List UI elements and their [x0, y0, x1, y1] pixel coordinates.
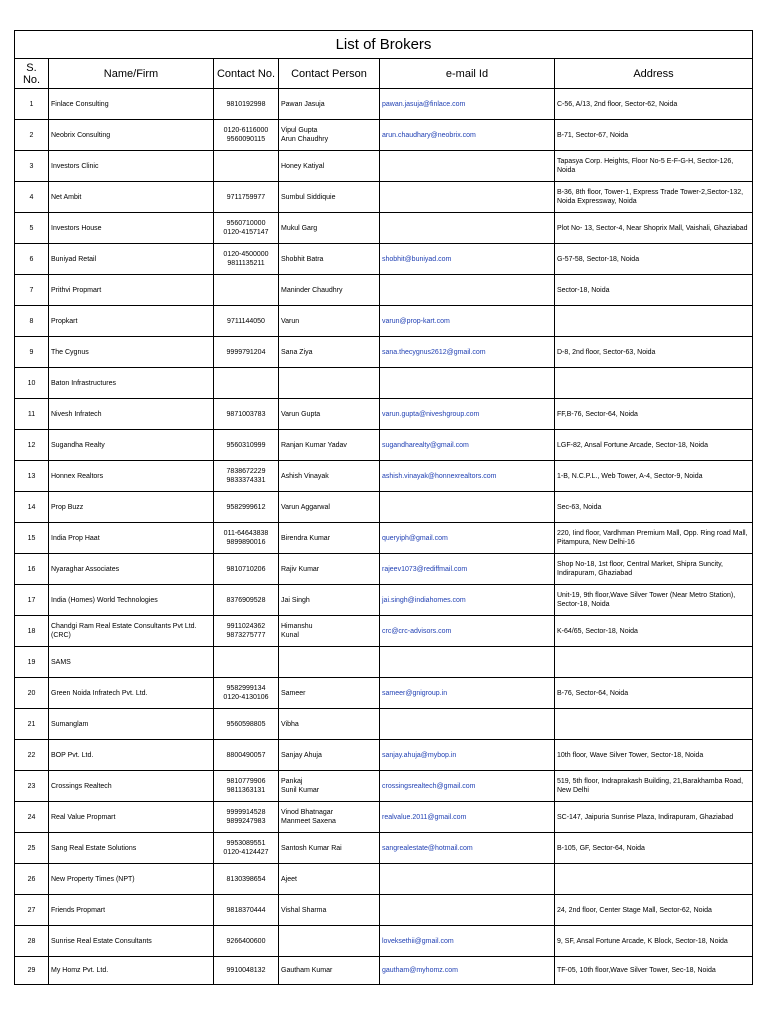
contact-person-cell: Sanjay Ahuja — [279, 740, 380, 771]
contact-number-cell: 9910048132 — [214, 957, 279, 985]
firm-name-cell: BOP Pvt. Ltd. — [49, 740, 214, 771]
address-cell: 24, 2nd floor, Center Stage Mall, Sector-62, Noida — [555, 895, 753, 926]
firm-name-cell: My Homz Pvt. Ltd. — [49, 957, 214, 985]
firm-name-cell: Propkart — [49, 306, 214, 337]
address-cell: C-56, A/13, 2nd floor, Sector-62, Noida — [555, 89, 753, 120]
contact-number-cell: 8376909528 — [214, 585, 279, 616]
address-cell — [555, 647, 753, 678]
column-header-name: Name/Firm — [49, 59, 214, 89]
contact-person-cell — [279, 368, 380, 399]
firm-name-cell: Sunrise Real Estate Consultants — [49, 926, 214, 957]
serial-number-cell: 4 — [15, 182, 49, 213]
contact-person-cell: Himanshu Kunal — [279, 616, 380, 647]
address-cell: 9, SF, Ansal Fortune Arcade, K Block, Sector-18, Noida — [555, 926, 753, 957]
table-row — [15, 492, 753, 523]
contact-number-cell: 9911024362 9873275777 — [214, 616, 279, 647]
contact-number-cell: 9999914528 9899247983 — [214, 802, 279, 833]
email-cell — [380, 492, 555, 523]
serial-number-cell: 21 — [15, 709, 49, 740]
firm-name-cell: Buniyad Retail — [49, 244, 214, 275]
address-cell: D-8, 2nd floor, Sector-63, Noida — [555, 337, 753, 368]
address-cell: 10th floor, Wave Silver Tower, Sector-18, Noida — [555, 740, 753, 771]
table-row — [15, 368, 753, 399]
firm-name-cell: Honnex Realtors — [49, 461, 214, 492]
contact-person-cell: Pankaj Sunil Kumar — [279, 771, 380, 802]
contact-person-cell: Pawan Jasuja — [279, 89, 380, 120]
contact-number-cell: 7838672229 9833374331 — [214, 461, 279, 492]
table-row — [15, 926, 753, 957]
firm-name-cell: New Property Times (NPT) — [49, 864, 214, 895]
table-row — [15, 616, 753, 647]
table-title: List of Brokers — [15, 31, 753, 59]
firm-name-cell: Sugandha Realty — [49, 430, 214, 461]
email-cell[interactable]: sanjay.ahuja@mybop.in — [380, 740, 555, 771]
contact-person-cell: Ranjan Kumar Yadav — [279, 430, 380, 461]
contact-number-cell: 9560310999 — [214, 430, 279, 461]
contact-person-cell: Varun Gupta — [279, 399, 380, 430]
contact-number-cell: 9560710000 0120-4157147 — [214, 213, 279, 244]
address-cell: Plot No- 13, Sector-4, Near Shoprix Mall, Vaishali, Ghaziabad — [555, 213, 753, 244]
address-cell: B-36, 8th floor, Tower-1, Express Trade Tower-2,Sector-132, Noida Expressway, Noida — [555, 182, 753, 213]
contact-person-cell: Santosh Kumar Rai — [279, 833, 380, 864]
contact-number-cell: 9810710206 — [214, 554, 279, 585]
table-row — [15, 213, 753, 244]
serial-number-cell: 6 — [15, 244, 49, 275]
serial-number-cell: 9 — [15, 337, 49, 368]
table-row — [15, 120, 753, 151]
email-cell[interactable]: queryiph@gmail.com — [380, 523, 555, 554]
serial-number-cell: 20 — [15, 678, 49, 709]
firm-name-cell: Prop Buzz — [49, 492, 214, 523]
contact-number-cell: 9818370444 — [214, 895, 279, 926]
serial-number-cell: 15 — [15, 523, 49, 554]
brokers-table — [14, 30, 753, 985]
contact-person-cell: Sana Ziya — [279, 337, 380, 368]
serial-number-cell: 3 — [15, 151, 49, 182]
address-cell — [555, 709, 753, 740]
serial-number-cell: 26 — [15, 864, 49, 895]
table-row — [15, 554, 753, 585]
address-cell: FF,B-76, Sector-64, Noida — [555, 399, 753, 430]
column-header-contact: Contact No. — [214, 59, 279, 89]
contact-number-cell: 9810779906 9811363131 — [214, 771, 279, 802]
contact-number-cell: 9582999612 — [214, 492, 279, 523]
header-row — [15, 59, 753, 89]
firm-name-cell: Net Ambit — [49, 182, 214, 213]
serial-number-cell: 29 — [15, 957, 49, 985]
address-cell: G-57-58, Sector-18, Noida — [555, 244, 753, 275]
serial-number-cell: 19 — [15, 647, 49, 678]
address-cell: SC-147, Jaipuria Sunrise Plaza, Indirapuram, Ghaziabad — [555, 802, 753, 833]
firm-name-cell: Green Noida Infratech Pvt. Ltd. — [49, 678, 214, 709]
column-header-email: e-mail Id — [380, 59, 555, 89]
address-cell: B-76, Sector-64, Noida — [555, 678, 753, 709]
serial-number-cell: 11 — [15, 399, 49, 430]
serial-number-cell: 28 — [15, 926, 49, 957]
firm-name-cell: Sumanglam — [49, 709, 214, 740]
table-row — [15, 740, 753, 771]
column-header-person: Contact Person — [279, 59, 380, 89]
contact-person-cell: Vinod Bhatnagar Manmeet Saxena — [279, 802, 380, 833]
contact-number-cell: 0120-6116000 9560090115 — [214, 120, 279, 151]
table-row — [15, 461, 753, 492]
firm-name-cell: The Cygnus — [49, 337, 214, 368]
contact-number-cell: 8130398654 — [214, 864, 279, 895]
firm-name-cell: Friends Propmart — [49, 895, 214, 926]
table-row — [15, 585, 753, 616]
email-cell[interactable]: realvalue.2011@gmail.com — [380, 802, 555, 833]
address-cell: Unit-19, 9th floor,Wave Silver Tower (Near Metro Station), Sector-18, Noida — [555, 585, 753, 616]
table-row — [15, 306, 753, 337]
contact-person-cell — [279, 926, 380, 957]
contact-person-cell: Varun — [279, 306, 380, 337]
contact-person-cell: Maninder Chaudhry — [279, 275, 380, 306]
contact-person-cell: Vipul Gupta Arun Chaudhry — [279, 120, 380, 151]
table-row — [15, 430, 753, 461]
contact-number-cell: 9953089551 0120-4124427 — [214, 833, 279, 864]
contact-person-cell: Sumbul Siddiquie — [279, 182, 380, 213]
address-cell: Shop No-18, 1st floor, Central Market, Shipra Suncity, Indirapuram, Ghaziabad — [555, 554, 753, 585]
table-row — [15, 709, 753, 740]
email-cell[interactable]: gautham@myhomz.com — [380, 957, 555, 985]
email-cell[interactable]: sana.thecygnus2612@gmail.com — [380, 337, 555, 368]
email-cell[interactable]: pawan.jasuja@finlace.com — [380, 89, 555, 120]
contact-number-cell: 0120-4500000 9811135211 — [214, 244, 279, 275]
contact-person-cell: Shobhit Batra — [279, 244, 380, 275]
firm-name-cell: India (Homes) World Technologies — [49, 585, 214, 616]
table-row — [15, 244, 753, 275]
email-cell[interactable]: jai.singh@indiahomes.com — [380, 585, 555, 616]
email-cell[interactable]: crc@crc-advisors.com — [380, 616, 555, 647]
serial-number-cell: 18 — [15, 616, 49, 647]
contact-person-cell — [279, 647, 380, 678]
email-cell[interactable]: varun.gupta@niveshgroup.com — [380, 399, 555, 430]
contact-person-cell: Birendra Kumar — [279, 523, 380, 554]
address-cell: 519, 5th floor, Indraprakash Building, 21,Barakhamba Road, New Delhi — [555, 771, 753, 802]
serial-number-cell: 25 — [15, 833, 49, 864]
contact-number-cell: 9999791204 — [214, 337, 279, 368]
contact-number-cell: 011-64643838 9899890016 — [214, 523, 279, 554]
contact-person-cell: Varun Aggarwal — [279, 492, 380, 523]
table-row — [15, 864, 753, 895]
contact-person-cell: Sameer — [279, 678, 380, 709]
address-cell: B-105, GF, Sector-64, Noida — [555, 833, 753, 864]
firm-name-cell: Finlace Consulting — [49, 89, 214, 120]
address-cell — [555, 306, 753, 337]
column-header-address: Address — [555, 59, 753, 89]
table-row — [15, 182, 753, 213]
table-body — [15, 89, 753, 985]
email-cell[interactable]: ashish.vinayak@honnexrealtors.com — [380, 461, 555, 492]
table-row — [15, 678, 753, 709]
column-header-sno: S. No. — [15, 59, 49, 89]
contact-person-cell: Ashish Vinayak — [279, 461, 380, 492]
address-cell: LGF-82, Ansal Fortune Arcade, Sector-18, Noida — [555, 430, 753, 461]
firm-name-cell: Real Value Propmart — [49, 802, 214, 833]
contact-number-cell: 9582999134 0120-4130106 — [214, 678, 279, 709]
firm-name-cell: Sang Real Estate Solutions — [49, 833, 214, 864]
firm-name-cell: India Prop Haat — [49, 523, 214, 554]
address-cell — [555, 368, 753, 399]
email-cell — [380, 275, 555, 306]
serial-number-cell: 13 — [15, 461, 49, 492]
email-cell[interactable]: arun.chaudhary@neobrix.com — [380, 120, 555, 151]
table-row — [15, 337, 753, 368]
address-cell: K-64/65, Sector-18, Noida — [555, 616, 753, 647]
contact-number-cell — [214, 151, 279, 182]
table-row — [15, 771, 753, 802]
email-cell — [380, 647, 555, 678]
serial-number-cell: 10 — [15, 368, 49, 399]
contact-person-cell: Ajeet — [279, 864, 380, 895]
serial-number-cell: 16 — [15, 554, 49, 585]
email-cell — [380, 864, 555, 895]
firm-name-cell: Baton Infrastructures — [49, 368, 214, 399]
firm-name-cell: Nivesh Infratech — [49, 399, 214, 430]
contact-person-cell: Mukul Garg — [279, 213, 380, 244]
serial-number-cell: 7 — [15, 275, 49, 306]
contact-number-cell — [214, 368, 279, 399]
contact-number-cell: 9711144050 — [214, 306, 279, 337]
email-cell — [380, 151, 555, 182]
table-row — [15, 275, 753, 306]
contact-person-cell: Rajiv Kumar — [279, 554, 380, 585]
address-cell: Tapasya Corp. Heights, Floor No-5 E-F-G-H, Sector-126, Noida — [555, 151, 753, 182]
firm-name-cell: Investors House — [49, 213, 214, 244]
firm-name-cell: Neobrix Consulting — [49, 120, 214, 151]
serial-number-cell: 2 — [15, 120, 49, 151]
table-row — [15, 957, 753, 985]
email-cell — [380, 709, 555, 740]
address-cell: 1-B, N.C.P.L., Web Tower, A-4, Sector-9, Noida — [555, 461, 753, 492]
email-cell[interactable]: shobhit@buniyad.com — [380, 244, 555, 275]
contact-person-cell: Honey Katiyal — [279, 151, 380, 182]
contact-person-cell: Vibha — [279, 709, 380, 740]
table-row — [15, 399, 753, 430]
email-cell[interactable]: loveksethii@gmail.com — [380, 926, 555, 957]
table-row — [15, 895, 753, 926]
email-cell — [380, 182, 555, 213]
address-cell: B-71, Sector-67, Noida — [555, 120, 753, 151]
email-cell[interactable]: sugandharealty@gmail.com — [380, 430, 555, 461]
address-cell — [555, 864, 753, 895]
title-row — [15, 31, 753, 59]
contact-number-cell: 9560598805 — [214, 709, 279, 740]
firm-name-cell: Crossings Realtech — [49, 771, 214, 802]
address-cell: TF-05, 10th floor,Wave Silver Tower, Sec-18, Noida — [555, 957, 753, 985]
contact-number-cell: 9810192998 — [214, 89, 279, 120]
contact-number-cell — [214, 275, 279, 306]
serial-number-cell: 17 — [15, 585, 49, 616]
table-row — [15, 89, 753, 120]
contact-number-cell — [214, 647, 279, 678]
contact-person-cell: Gautham Kumar — [279, 957, 380, 985]
email-cell — [380, 213, 555, 244]
firm-name-cell: Investors Clinic — [49, 151, 214, 182]
contact-number-cell: 9266400600 — [214, 926, 279, 957]
serial-number-cell: 22 — [15, 740, 49, 771]
contact-number-cell: 9871003783 — [214, 399, 279, 430]
serial-number-cell: 1 — [15, 89, 49, 120]
contact-person-cell: Vishal Sharma — [279, 895, 380, 926]
address-cell: Sector-18, Noida — [555, 275, 753, 306]
serial-number-cell: 23 — [15, 771, 49, 802]
table-row — [15, 802, 753, 833]
contact-number-cell: 9711759977 — [214, 182, 279, 213]
table-row — [15, 151, 753, 182]
contact-person-cell: Jai Singh — [279, 585, 380, 616]
serial-number-cell: 27 — [15, 895, 49, 926]
serial-number-cell: 24 — [15, 802, 49, 833]
firm-name-cell: Nyaraghar Associates — [49, 554, 214, 585]
table-row — [15, 833, 753, 864]
serial-number-cell: 12 — [15, 430, 49, 461]
email-cell — [380, 368, 555, 399]
contact-number-cell: 8800490057 — [214, 740, 279, 771]
firm-name-cell: Prithvi Propmart — [49, 275, 214, 306]
email-cell[interactable]: rajeev1073@rediffmail.com — [380, 554, 555, 585]
address-cell: Sec-63, Noida — [555, 492, 753, 523]
email-cell[interactable]: varun@prop-kart.com — [380, 306, 555, 337]
firm-name-cell: Chandgi Ram Real Estate Consultants Pvt Ltd.(CRC) — [49, 616, 214, 647]
email-cell[interactable]: sangrealestate@hotmail.com — [380, 833, 555, 864]
serial-number-cell: 14 — [15, 492, 49, 523]
firm-name-cell: SAMS — [49, 647, 214, 678]
address-cell: 220, Iind floor, Vardhman Premium Mall, Opp. Ring road Mall, Pitampura, New Delhi-16 — [555, 523, 753, 554]
email-cell[interactable]: crossingsrealtech@gmail.com — [380, 771, 555, 802]
table-row — [15, 647, 753, 678]
table-row — [15, 523, 753, 554]
serial-number-cell: 5 — [15, 213, 49, 244]
email-cell — [380, 895, 555, 926]
email-cell[interactable]: sameer@gnigroup.in — [380, 678, 555, 709]
serial-number-cell: 8 — [15, 306, 49, 337]
